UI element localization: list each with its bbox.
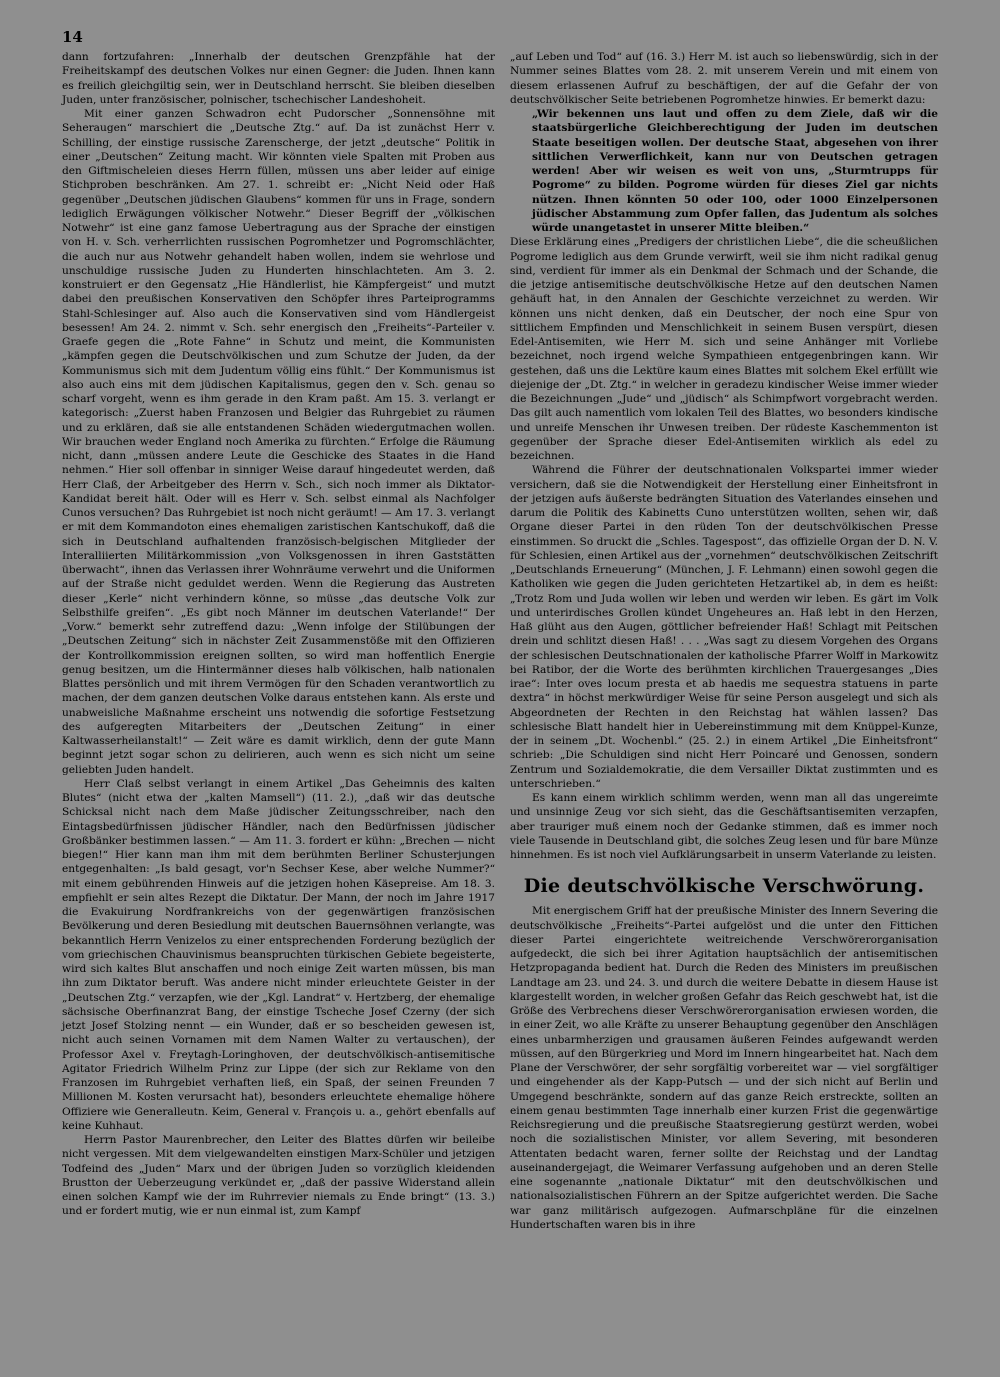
right-column (510, 50, 938, 1232)
left-column (62, 50, 495, 1219)
paragraph: Diese Erklärung eines „Predigers der christlichen Liebe“, die die scheußlichen Pogrome lediglich aus dem Grunde verwirft, weil sie ihm nicht radikal genug sind, verdient für immer als ein Denkmal der Schmach und der Schande, die die jetzige antisemitische deutschvölkische Hetze auf den deutschen Namen gehäuft hat, in den Annalen der Geschichte verzeichnet zu werden. Wir können uns nicht denken, daß ein Deutscher, der noch eine Spur von sittlichem Empfinden und Menschlichkeit in seinem Busen verspürt, diesen Edel-Antisemiten, wie Herr M. sich und seine Anhänger mit Vorliebe bezeichnet, noch irgend welche Sympathieen entgegenbringen kann. Wir gestehen, daß uns die Lektüre kaum eines Blattes mit solchem Ekel erfüllt wie diejenige der „Dt. Ztg.“ in welcher in geradezu kindischer Weise immer wieder die Bezeichnungen „Jude“ und „jüdisch“ als Schimpfwort vorgebracht werden. Das gilt auch namentlich vom lokalen Teil des Blattes, wo besonders kindische und unreife Menschen ihr Unwesen treiben. Der rüdeste Kaschemmenton ist gegenüber der Sprache dieser Edel-Antisemiten wirklich als edel zu bezeichnen. (510, 236, 938, 462)
paragraph: Während die Führer der deutschnationalen Volkspartei immer wieder versichern, daß sie die Notwendigkeit der Herstellung einer Einheitsfront in der jetzigen aufs äußerste bedrängten Situation des Vaterlandes einsehen und darum die Politik des Kabinetts Cuno unterstützen wollten, sehen wir, daß Organe dieser Partei in den rüden Ton der deutschvölkischen Presse einstimmen. So druckt die „Schles. Tagespost“, das offizielle Organ der D. N. V. für Schlesien, einen Artikel aus der „vornehmen“ deutschvölkischen Zeitschrift „Deutschlands Erneuerung“ (München, J. F. Lehmann) einen sowohl gegen die Katholiken wie gegen die Juden gerichteten Hetzartikel ab, in dem es heißt: „Trotz Rom und Juda wollen wir leben und werden wir leben. Es gärt im Volk und unterirdisches Grollen kündet Ungeheures an. Haß lebt in den Herzen, Haß glüht aus den Augen, göttlicher befreiender Haß! Schlagt mit Peitschen drein und schlitzt diesen Haß! . . . „Was sagt zu diesem Vorgehen des Organs der schlesischen Deutschnationalen der katholische Pfarrer Wolff in Markowitz bei Ratibor, der die Worte des berühmten kirchlichen Trauergesanges „Dies irae“: Inter oves locum presta et ab haedis me sequestra statuens in parte dextra“ in höchst merkwürdiger Weise für seine Person ausgelegt und sich als Abgeordneten der Rechten in den Reichstag hat wählen lassen? Das schlesische Blatt handelt hier in Uebereinstimmung mit dem Knüppel-Kunze, der in seinem „Dt. Wochenbl.“ (25. 2.) in einem Artikel „Die Einheitsfront“ schrieb: „Die Schuldigen sind nicht Herr Poincaré und Genossen, sondern Zentrum und Sozialdemokratie, die dem Versailler Diktat zustimmten und es unterschrieben.“ (510, 464, 938, 790)
paragraph: dann fortzufahren: „Innerhalb der deutschen Grenzpfähle hat der Freiheitskampf des deutschen Volkes nur einen Gegner: die Juden. Ihnen kann es freilich gleichgiltig sein, wer in Deutschland herrscht. Sie bleiben dieselben Juden, unter französischer, polnischer, tschechischer Landeshoheit. (62, 51, 495, 106)
paragraph: Mit einer ganzen Schwadron echt Pudorscher „Sonnensöhne mit Seheraugen“ marschiert die „Deutsche Ztg.“ auf. Da ist zunächst Herr v. Schilling, der einstige russische Zarenscherge, der jetzt „deutsche“ Politik in einer „Deutschen“ Zeitung macht. Wir könnten viele Spalten mit Proben aus den Giftmischeleien dieses Herrn füllen, müssen uns aber leider auf einige Stichproben beschränken. Am 27. 1. schreibt er: „Nicht Neid oder Haß gegenüber „Deutschen jüdischen Glaubens“ kommen für uns in Frage, sondern lediglich Erwägungen völkischer Notwehr.“ Dieser Begriff der „völkischen Notwehr“ ist eine ganz famose Uebertragung aus der Sprache der einstigen von H. v. Sch. verherrlichten russischen Pogromhetzer und Pogromschlächter, die auch nur aus Notwehr gehandelt haben wollen, indem sie wehrlose und unschuldige russische Juden zu Hunderten hinschlachteten. Am 3. 2. konstruiert er den Gegensatz „Hie Händlerlist, hie Kämpfergeist“ und mutzt dabei den preußischen Konservativen den Schöpfer ihres Parteiprogramms Stahl-Schlesinger auf. Also auch die Konservativen sind vom Händlergeist besessen! Am 24. 2. nimmt v. Sch. sehr energisch den „Freiheits“-Parteiler v. Graefe gegen die „Rote Fahne“ in Schutz und meint, die Kommunisten „kämpfen gegen die Deutschvölkischen und zum Schutze der Juden, da der Kommunismus sich mit dem Judentum völlig eins fühlt.“ Der Kommunismus ist also auch eins mit dem jüdischen Kapitalismus, gegen den v. Sch. genau so scharf vorgeht, wenn es ihm gerade in den Kram paßt. Am 15. 3. verlangt er kategorisch: „Zuerst haben Franzosen und Belgier das Ruhrgebiet zu räumen und zu erklären, daß sie alle entstandenen Schäden wiedergutmachen wollen. Wir brauchen weder England noch Amerika zu fürchten.“ Erfolge die Räumung nicht, dann „müssen andere Leute die Geschicke des Staates in die Hand nehmen.“ Hier soll offenbar in sinniger Weise darauf hingedeutet werden, daß Herr Claß, der Arbeitgeber des Herrn v. Sch., sich noch immer als Diktator-Kandidat bereit hält. Oder will es Herr v. Sch. selbst einmal als Nachfolger Cunos versuchen? Das Ruhrgebiet ist noch nicht geräumt! — Am 17. 3. verlangt er mit dem Kommandoton eines ehemaligen zaristischen Kantschukoff, daß die sich in Deutschland aufhaltenden französisch-belgischen Mitglieder der Interalliierten Militärkommission „von Volksgenossen in ihren Gaststätten überwacht“, ihnen das Verlassen ihrer Wohnräume verwehrt und die Uniformen auf der Straße nicht geduldet werden. Wenn die Regierung das Austreten dieser „Kerle“ nicht verhindern könne, so müsse „das deutsche Volk zur Selbsthilfe greifen“. „Es gibt noch Männer im deutschen Vaterlande!“ Der „Vorw.“ bemerkt sehr zutreffend dazu: „Wenn infolge der Stilübungen der „Deutschen Zeitung“ sich in nächster Zeit Zusammenstöße mit den Offizieren der Kontrollkommission ereignen sollten, so wird man hoffentlich Energie genug besitzen, um die Hintermänner dieses halb völkischen, halb nationalen Blattes persönlich und mit ihrem Vermögen für den Schaden verantwortlich zu machen, der dem ganzen deutschen Volke daraus entstehen kann. Als erste und unabweisliche Maßnahme erscheint uns notwendig die sofortige Festsetzung des aufgeregten Mitarbeiters der „Deutschen Zeitung“ in einer Kaltwasserheilanstalt!“ — Zeit wäre es damit wirklich, denn der gute Mann beginnt jetzt sogar schon zu delirieren, auch wenn es sich nicht um seine geliebten Juden handelt. (62, 108, 495, 776)
block-quote: „Wir bekennen uns laut und offen zu dem Ziele, daß wir die staatsbürgerliche Gleichberechtigung der Juden im deutschen Staate beseitigen wollen. Der deutsche Staat, abgesehen von ihrer sittlichen Verwerflichkeit, kann nur von Deutschen getragen werden! Aber wir weisen es weit von uns, „Sturmtrupps für Pogrome“ zu bilden. Pogrome würden für dieses Ziel gar nichts nützen. Ihnen könnten 50 oder 100, oder 1000 Einzelpersonen jüdischer Abstammung zum Opfer fallen, das Judentum als solches würde unangetastet in unserer Mitte bleiben.“ (532, 108, 938, 234)
article-heading: Die deutschvölkische Verschwörung. (523, 875, 925, 898)
paragraph: Herr Claß selbst verlangt in einem Artikel „Das Geheimnis des kalten Blutes“ (nicht etwa der „kalten Mamsell“) (11. 2.), „daß wir das deutsche Schicksal nicht nach dem Maße jüdischer Zeitungsschreiber, nach den Eintagsbedürfnissen jüdischer Händler, nach den Bedürfnissen jüdischer Großbänker bestimmen lassen.“ — Am 11. 3. fordert er kühn: „Brechen — nicht biegen!“ Hier kann man ihm mit dem berühmten Berliner Schusterjungen entgegenhalten: „Is bald gesagt, vor'n Sechser Kese, aber welche Nummer?“ mit einem gebührenden Hinweis auf die jetzigen hohen Käsepreise. Am 18. 3. empfiehlt er sein altes Rezept die Diktatur. Der Mann, der noch im Jahre 1917 die Evakuirung Nordfrankreichs von der gegenwärtigen französischen Bevölkerung und deren Besiedlung mit deutschen Bauernsöhnen verlangte, was bekanntlich Herrn Venizelos zu einer entsprechenden Forderung bezüglich der vom griechischen Chauvinismus beanspruchten türkischen Gebiete begeisterte, wird sich kaltes Blut anschaffen und noch einige Zeit warten müssen, bis man ihn zum Diktator beruft. Was andere nicht minder erleuchtete Geister in der „Deutschen Ztg.“ verzapfen, wie der „Kgl. Landrat“ v. Hertzberg, der ehemalige sächsische Oberfinanzrat Bang, der einstige Tscheche Josef Czerny (der sich jetzt Josef Stolzing nennt — ein Wunder, daß er so bescheiden gewesen ist, nicht auch seinen Vornamen mit dem Namen Walter zu vertauschen), der Professor Axel v. Freytagh-Loringhoven, der deutschvölkisch-antisemitische Agitator Friedrich Wilhelm Prinz zur Lippe (der sich zur Reklame von den Franzosen im Ruhrgebiet verhaften ließ, ein Spaß, der seinen Freunden 7 Millionen M. Kosten verursacht hat), besonders erleuchtete ehemalige höhere Offiziere wie Generalleutn. Keim, General v. François u. a., gehört ebenfalls auf keine Kuhhaut. (62, 777, 495, 1132)
paragraph: „auf Leben und Tod“ auf (16. 3.) Herr M. ist auch so liebenswürdig, sich in der Nummer seines Blattes vom 28. 2. mit unserem Verein und mit einem von diesem erlassenen Aufruf zu beschäftigen, der auf die Gefahr der von deutschvölkischer Seite betriebenen Pogromhetze hinwies. Er bemerkt dazu: (510, 51, 938, 106)
paragraph: Mit energischem Griff hat der preußische Minister des Innern Severing die deutschvölkische „Freiheits“-Partei aufgelöst und die unter den Fittichen dieser Partei eingerichtete weitreichende Verschwörerorganisation aufgedeckt, die sich bei ihrer Agitation hauptsächlich der antisemitischen Hetzpropaganda bedient hat. Durch die Reden des Ministers im preußischen Landtage am 23. und 24. 3. und durch die weitere Debatte in diesem Hause ist klargestellt worden, in welcher großen Gefahr das Reich geschwebt hat, ist die Größe des Verbrechens dieser Verschwörerorganisation erwiesen worden, die in einer Zeit, wo alle Kräfte zu unserer Behauptung gegenüber den Anschlägen eines unbarmherzigen und grausamen äußeren Feindes aufgewandt werden müssen, auf den Bürgerkrieg und Mord im Innern hingearbeitet hat. Nach dem Plane der Verschwörer, der sehr sorgfältig vorbereitet war — viel sorgfältiger und eingehender als der Kapp-Putsch — und der sich nicht auf Berlin und Umgegend beschränkte, sondern auf das ganze Reich erstreckte, sollten an einem genau bestimmten Tage innerhalb einer kurzen Frist die gegenwärtige Reichsregierung und die preußische Staatsregierung gestürzt werden, wobei noch die sozialistischen Minister, vor allem Severing, mit besonderen Attentaten bedacht waren, ferner sollte der Reichstag und der Landtag auseinandergejagt, die Weimarer Verfassung aufgehoben und an deren Stelle eine sogenannte „nationale Diktatur“ mit den deutschvölkischen und nationalsozialistischen Führern an der Spitze aufgerichtet werden. Die Sache war ganz militärisch aufgezogen. Aufmarschpläne für die einzelnen Hundertschaften waren bis in ihre (510, 905, 938, 1231)
paragraph: Herrn Pastor Maurenbrecher, den Leiter des Blattes dürfen wir beileibe nicht vergessen. Mit dem vielgewandelten einstigen Marx-Schüler und jetzigen Todfeind des „Juden“ Marx und der übrigen Juden so vorzüglich kleidenden Brustton der Ueberzeugung verkündet er, „daß der passive Widerstand allein einen solchen Kampf wie der im Ruhrrevier niemals zu Ende bringt“ (13. 3.) und er fordert mutig, wie er nun einmal ist, zum Kampf (62, 1134, 495, 1218)
paragraph: Es kann einem wirklich schlimm werden, wenn man all das ungereimte und unsinnige Zeug vor sich sieht, das die Geschäftsantisemiten verzapfen, aber trauriger muß einem noch der Gedanke stimmen, daß es immer noch viele Tausende in Deutschland gibt, die solches Zeug lesen und für bare Münze hinnehmen. Es ist noch viel Aufklärungsarbeit in unserm Vaterlande zu leisten. (510, 792, 938, 861)
page-number: 14 (62, 28, 83, 46)
